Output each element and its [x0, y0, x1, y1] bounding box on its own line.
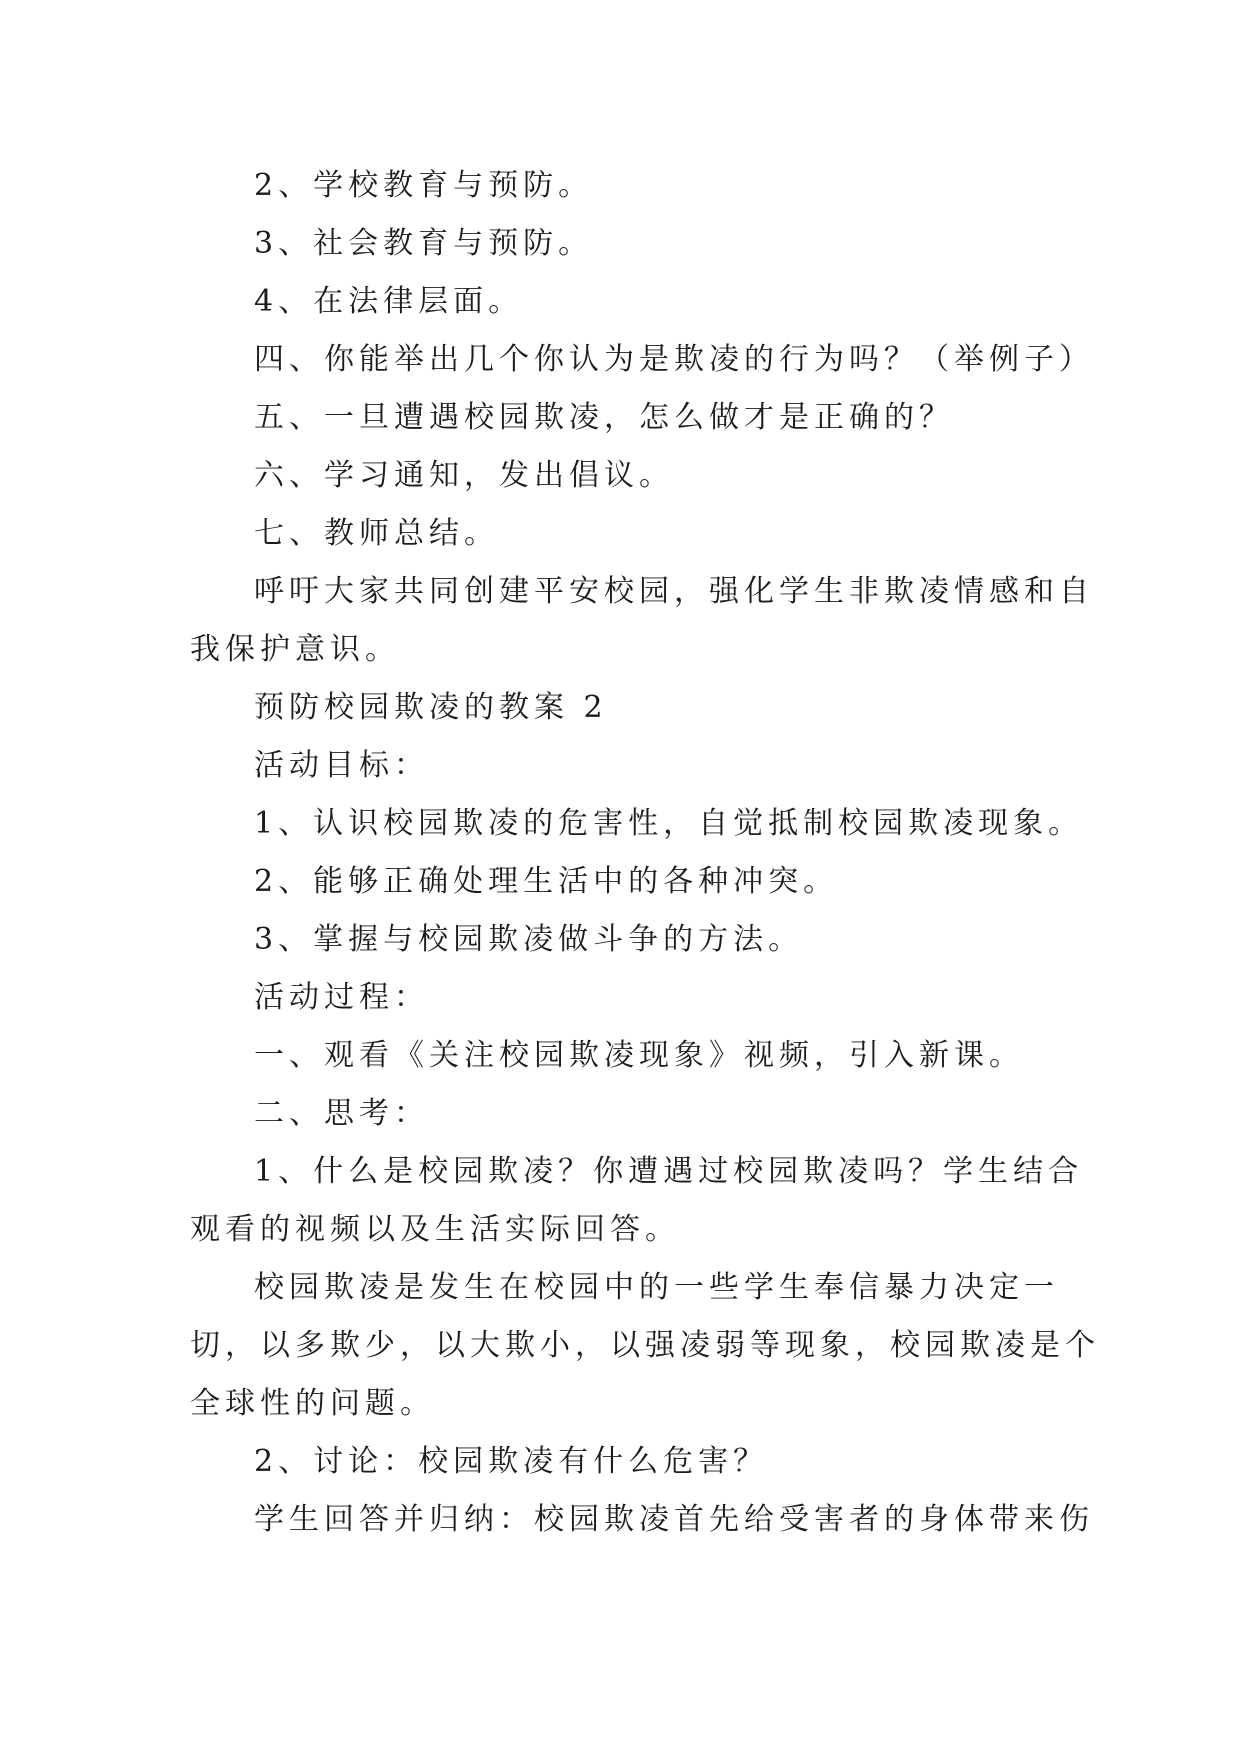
activity-goals-heading: 活动目标： [254, 748, 429, 783]
paragraph-call-line-2: 我保护意识。 [190, 632, 400, 667]
process-step-1: 一、观看《关注校园欺凌现象》视频，引入新课。 [254, 1038, 1024, 1073]
section-seven-heading: 七、教师总结。 [254, 516, 499, 551]
definition-line-2: 切，以多欺少，以大欺小，以强凌弱等现象，校园欺凌是个 [190, 1328, 1100, 1363]
question-1-line-1: 1、什么是校园欺凌？你遭遇过校园欺凌吗？学生结合 [254, 1154, 1084, 1189]
paragraph-call-line-1: 呼吁大家共同创建平安校园，强化学生非欺凌情感和自 [254, 574, 1094, 609]
student-answer-line-1: 学生回答并归纳：校园欺凌首先给受害者的身体带来伤 [254, 1502, 1094, 1537]
section-four-heading: 四、你能举出几个你认为是欺凌的行为吗？（举例子） [254, 342, 1094, 377]
goal-item-1: 1、认识校园欺凌的危害性，自觉抵制校园欺凌现象。 [254, 806, 1084, 841]
discussion-question: 2、讨论：校园欺凌有什么危害？ [254, 1444, 769, 1479]
activity-process-heading: 活动过程： [254, 980, 429, 1015]
process-step-2-heading: 二、思考： [254, 1096, 429, 1131]
definition-line-3: 全球性的问题。 [190, 1386, 435, 1421]
goal-item-3: 3、掌握与校园欺凌做斗争的方法。 [254, 922, 804, 957]
goal-item-2: 2、能够正确处理生活中的各种冲突。 [254, 864, 839, 899]
list-item-school-education: 2、学校教育与预防。 [254, 168, 594, 203]
definition-line-1: 校园欺凌是发生在校园中的一些学生奉信暴力决定一 [254, 1270, 1059, 1305]
question-1-line-2: 观看的视频以及生活实际回答。 [190, 1212, 680, 1247]
list-item-society-education: 3、社会教育与预防。 [254, 226, 594, 261]
section-five-heading: 五、一旦遭遇校园欺凌，怎么做才是正确的？ [254, 400, 954, 435]
lesson-plan-title: 预防校园欺凌的教案 2 [254, 690, 608, 725]
list-item-legal-level: 4、在法律层面。 [254, 284, 524, 319]
section-six-heading: 六、学习通知，发出倡议。 [254, 458, 674, 493]
